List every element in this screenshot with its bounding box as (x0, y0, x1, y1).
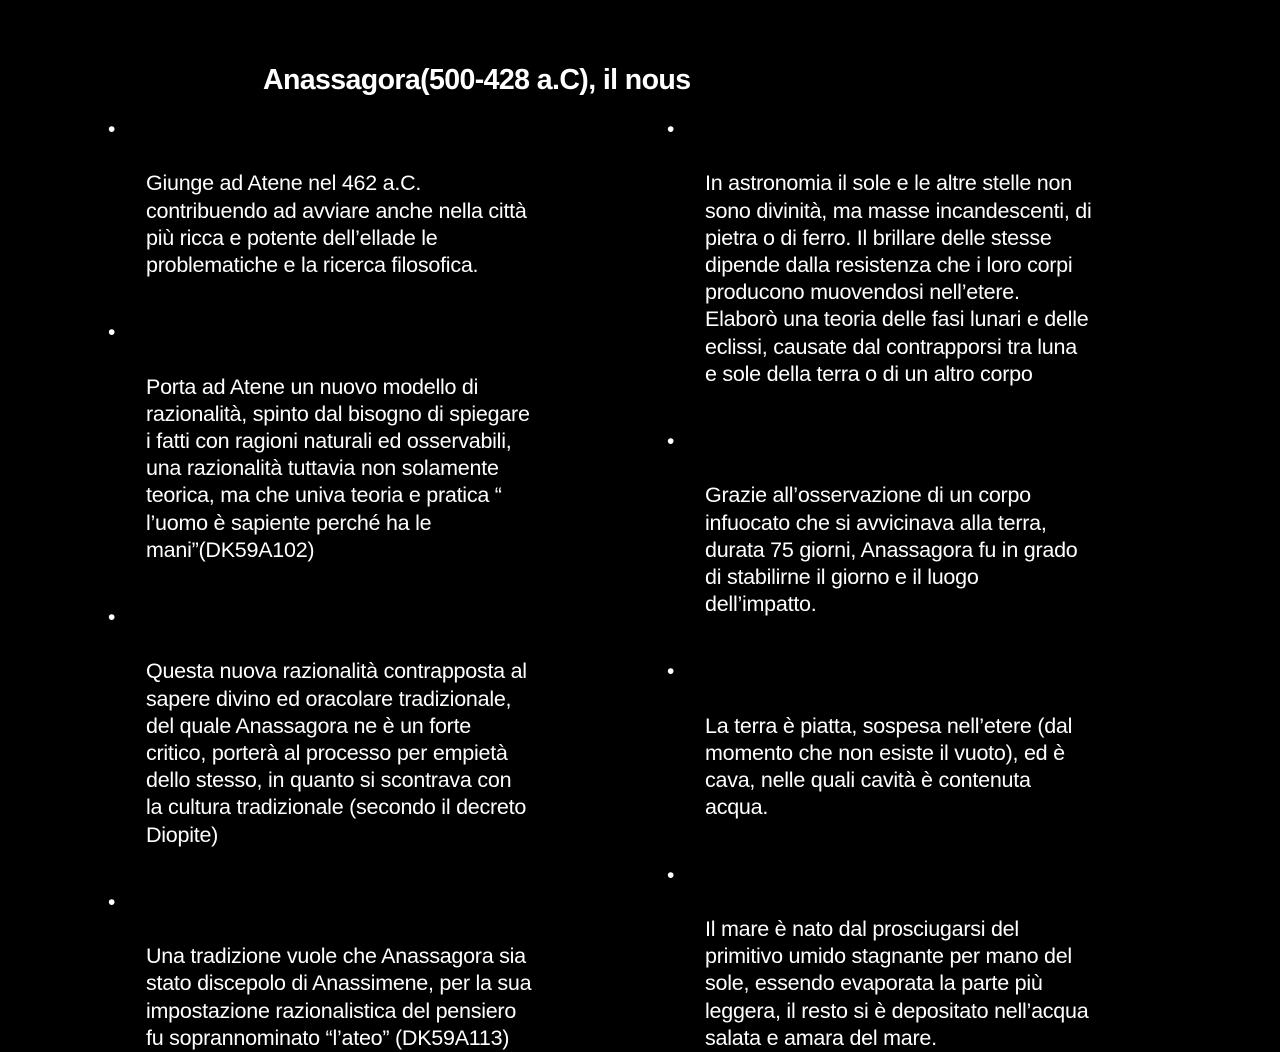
bullet-item-terra-piatta (667, 658, 1187, 821)
bullet-icon: • (667, 430, 675, 454)
bullet-text: Grazie all’osservazione di un corpo infuocato che si avvicinava alla terra, durata 75 giorni, Anassagora fu in grado di stabilirne il giorno e il luogo dell’impatto. (705, 483, 1078, 617)
bullet-icon: • (108, 890, 116, 914)
bullet-text: Giunge ad Atene nel 462 a.C. contribuendo ad avviare anche nella città più ricca e potente dell’ellade le problematiche e la ricerca filosofica. (146, 171, 527, 278)
bullet-item-nuovo-modello (108, 319, 618, 564)
bullet-text: Una tradizione vuole che Anassagora sia stato discepolo di Anassimene, per la sua impostazione razionalistica del pensiero fu soprannominato “l’ateo” (DK59A113) (146, 944, 532, 1050)
bullet-icon: • (108, 606, 116, 630)
bullet-item-corpo-infuocato (667, 428, 1187, 618)
bullet-icon: • (667, 660, 675, 684)
bullet-text: Questa nuova razionalità contrapposta al sapere divino ed oracolare tradizionale, del quale Anassagora ne è un forte critico, porterà al processo per empietà dello stesso, in quanto si scontrava con la cultura tradizionale (secondo il decreto Diopite) (146, 659, 527, 847)
bullet-item-astronomia (667, 116, 1187, 388)
slide-title: Anassagora(500-428 a.C), il nous (263, 64, 691, 96)
bullet-icon: • (108, 321, 116, 345)
bullet-icon: • (667, 118, 675, 141)
bullet-item-tradizione-ateo (108, 889, 618, 1052)
bullet-text: Porta ad Atene un nuovo modello di razionalità, spinto dal bisogno di spiegare i fatti con ragioni naturali ed osservabili, una razionalità tuttavia non solamente teorica, ma che univa teoria e pratica “ l’uomo è sapiente perché ha le mani”(DK59A102) (146, 374, 530, 562)
bullet-item-processo-empieta (108, 604, 618, 849)
right-bullet-list (667, 116, 1187, 1052)
bullet-text: Il mare è nato dal prosciugarsi del primitivo umido stagnante per mano del sole, essendo evaporata la parte più leggera, il resto si è depositato nell’acqua salata e amara del mare. (705, 917, 1089, 1050)
bullet-item-mare (667, 862, 1187, 1052)
bullet-text: In astronomia il sole e le altre stelle non sono divinità, ma masse incandescenti, di pietra o di ferro. Il brillare delle stesse dipende dalla resistenza che i loro corpi producono muovendosi nell’etere. Elaborò una teoria delle fasi lunari e delle eclissi, causate dal contrapporsi tra luna e sole della terra o di un altro corpo (705, 171, 1092, 386)
bullet-item-atene-462 (108, 116, 618, 279)
left-bullet-list (108, 116, 618, 1052)
bullet-icon: • (108, 118, 116, 141)
bullet-text: La terra è piatta, sospesa nell’etere (dal momento che non esiste il vuoto), ed è cava, nelle quali cavità è contenuta acqua. (705, 713, 1073, 820)
bullet-icon: • (667, 863, 675, 887)
